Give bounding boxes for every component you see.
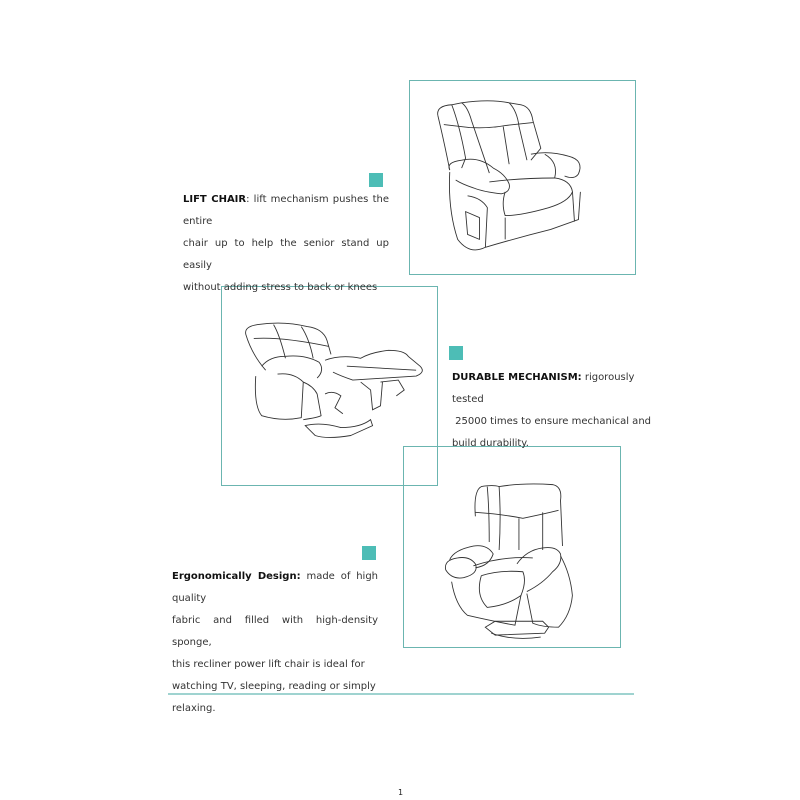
lift-chair-image-frame (409, 80, 636, 275)
accent-square-marker (369, 173, 383, 187)
accent-square-marker (362, 546, 376, 560)
feature-title: Ergonomically Design: (172, 571, 301, 582)
lift-chair-tilted-illustration (404, 447, 620, 647)
text-line-2: 25000 times to ensure mechanical and (452, 416, 651, 427)
footer-divider (168, 693, 634, 695)
text-line-3: this recliner power lift chair is ideal for (172, 659, 365, 670)
text-line-2: fabric and filled with high-density sponge, (172, 615, 378, 648)
feature-title: DURABLE MECHANISM: (452, 372, 582, 383)
page-number: 1 (398, 788, 404, 797)
ergonomic-design-description (172, 566, 378, 720)
feature-title: LIFT CHAIR (183, 194, 247, 205)
feature-text: made of high quality (172, 571, 379, 604)
durable-mechanism-description (452, 367, 652, 455)
feature-text: lift mechanism pushes the entire (183, 194, 389, 227)
text-line-3: build durability. (452, 438, 529, 449)
text-line-4: watching TV, sleeping, reading or simply (172, 681, 376, 692)
accent-square-marker (449, 346, 463, 360)
recliner-upright-illustration (410, 81, 635, 274)
text-line-1 (172, 566, 378, 610)
text-line-3: without adding stress to back or knees (183, 282, 378, 293)
text-line-1: LIFT CHAIR: lift mechanism pushes the entire (183, 194, 389, 227)
feature-text: rigorously tested (452, 372, 635, 405)
text-line-2: chair up to help the senior stand up easily (183, 238, 389, 271)
text-line-1 (452, 367, 652, 411)
text-line-5: relaxing. (172, 703, 216, 714)
lift-chair-description (183, 189, 389, 299)
ergonomic-design-image-frame (403, 446, 621, 648)
